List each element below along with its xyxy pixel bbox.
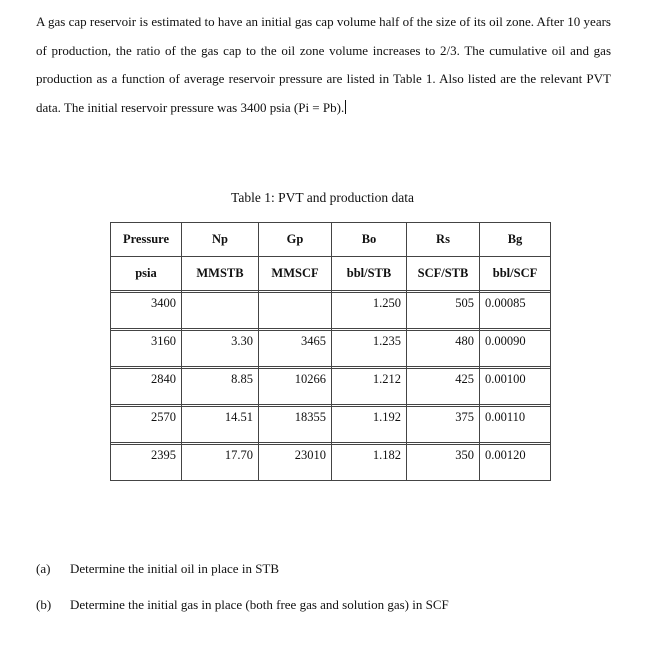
question-a	[36, 561, 279, 577]
unit-rs: SCF/STB	[407, 257, 480, 291]
question-b	[36, 597, 449, 613]
table-caption-text: Table 1: PVT and production data	[231, 190, 414, 205]
cell-np: 8.85	[182, 369, 259, 405]
cell-bg: 0.00085	[480, 293, 551, 329]
question-a-label: (a)	[36, 561, 51, 576]
cell-bo: 1.212	[332, 369, 407, 405]
header-bg: Bg	[480, 223, 551, 257]
cell-np	[182, 293, 259, 329]
table-row	[111, 445, 551, 481]
table-caption	[0, 190, 645, 206]
cell-bo: 1.250	[332, 293, 407, 329]
question-b-text: Determine the initial gas in place (both free gas and solution gas) in SCF	[70, 597, 449, 612]
cell-rs: 480	[407, 331, 480, 367]
cell-pressure: 2840	[111, 369, 182, 405]
cell-rs: 375	[407, 407, 480, 443]
cell-rs: 350	[407, 445, 480, 481]
table-row	[111, 293, 551, 329]
header-pressure: Pressure	[111, 223, 182, 257]
unit-bg: bbl/SCF	[480, 257, 551, 291]
cell-pressure: 2395	[111, 445, 182, 481]
question-a-text: Determine the initial oil in place in STB	[70, 561, 280, 576]
cell-gp: 18355	[259, 407, 332, 443]
unit-bo: bbl/STB	[332, 257, 407, 291]
header-bo: Bo	[332, 223, 407, 257]
problem-text: A gas cap reservoir is estimated to have an initial gas cap volume half of the size of its oil zone. After 10 years of production, the ratio of the gas cap to the oil zone volume increases to 2/3. The cumulative oil and gas production as a function of average reservoir pressure are listed in Table 1. Also listed are the relevant PVT data. The initial reservoir pressure was 3400 psia (Pi = Pb).	[36, 14, 611, 115]
cell-bg: 0.00110	[480, 407, 551, 443]
cell-bo: 1.192	[332, 407, 407, 443]
cell-gp	[259, 293, 332, 329]
unit-np: MMSTB	[182, 257, 259, 291]
cell-gp: 10266	[259, 369, 332, 405]
header-gp: Gp	[259, 223, 332, 257]
text-cursor	[345, 100, 346, 114]
cell-pressure: 2570	[111, 407, 182, 443]
cell-pressure: 3160	[111, 331, 182, 367]
table-units-row	[111, 257, 551, 291]
cell-bg: 0.00100	[480, 369, 551, 405]
cell-rs: 425	[407, 369, 480, 405]
header-np: Np	[182, 223, 259, 257]
table-header-row	[111, 223, 551, 257]
pvt-production-table	[110, 222, 551, 481]
table-row	[111, 331, 551, 367]
cell-bg: 0.00090	[480, 331, 551, 367]
cell-np: 14.51	[182, 407, 259, 443]
cell-bo: 1.235	[332, 331, 407, 367]
problem-statement	[36, 8, 611, 122]
cell-gp: 23010	[259, 445, 332, 481]
cell-np: 3.30	[182, 331, 259, 367]
cell-pressure: 3400	[111, 293, 182, 329]
header-rs: Rs	[407, 223, 480, 257]
cell-np: 17.70	[182, 445, 259, 481]
unit-gp: MMSCF	[259, 257, 332, 291]
table-row	[111, 369, 551, 405]
table-row	[111, 407, 551, 443]
unit-pressure: psia	[111, 257, 182, 291]
cell-gp: 3465	[259, 331, 332, 367]
cell-bg: 0.00120	[480, 445, 551, 481]
cell-bo: 1.182	[332, 445, 407, 481]
question-b-label: (b)	[36, 597, 52, 612]
cell-rs: 505	[407, 293, 480, 329]
